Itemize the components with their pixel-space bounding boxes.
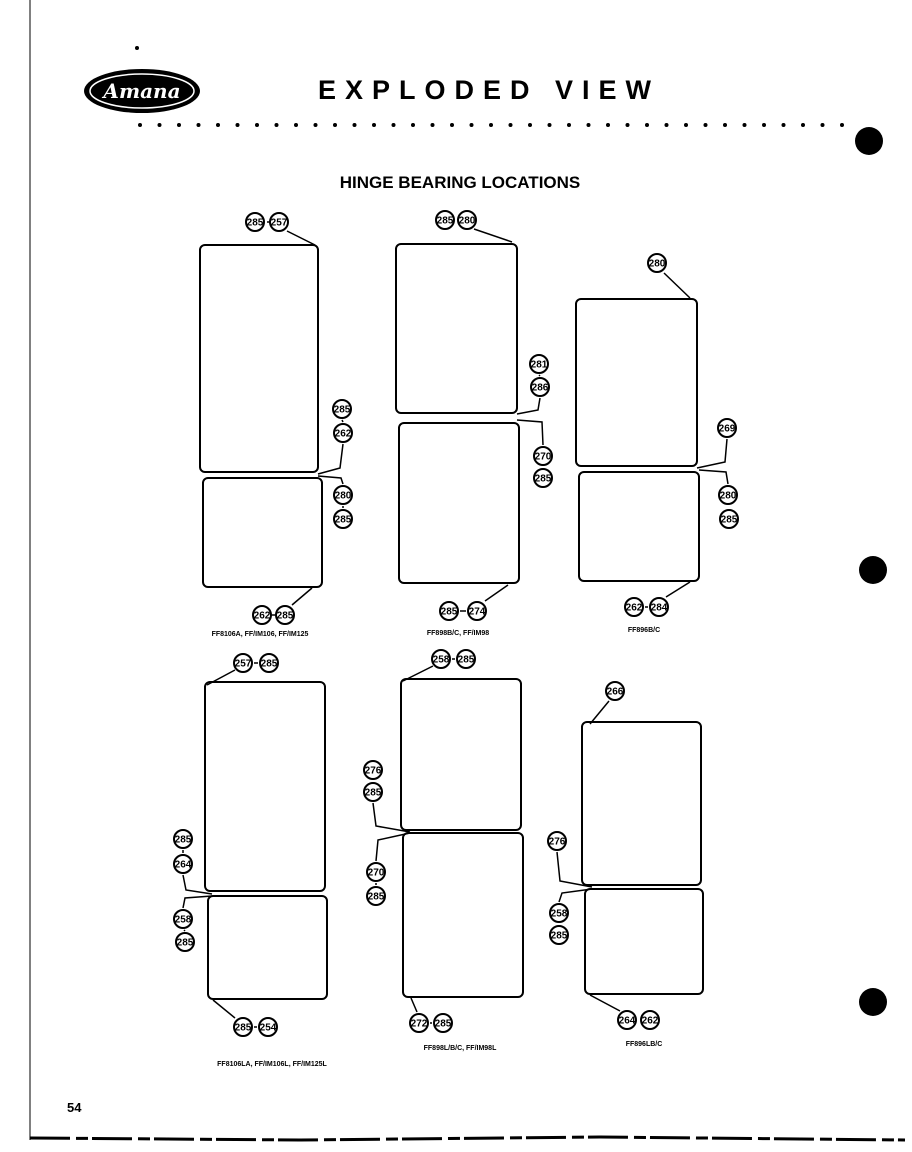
part-callout — [174, 855, 192, 873]
part-number: 285 — [246, 217, 264, 229]
part-number: 285 — [334, 514, 352, 526]
part-number: 285 — [333, 404, 351, 416]
leader-line — [342, 420, 343, 422]
rule-dot — [587, 123, 591, 127]
rule-dot — [821, 123, 825, 127]
part-callout — [253, 606, 271, 624]
punch-hole — [855, 127, 883, 155]
part-callout — [259, 1018, 277, 1036]
model-caption: FF898L/B/C, FF/IM98L — [423, 1045, 497, 1052]
part-number: 285 — [176, 937, 194, 949]
part-number: 285 — [174, 834, 192, 846]
part-number: 285 — [457, 654, 475, 666]
rule-dot — [801, 123, 805, 127]
part-number: 280 — [648, 258, 666, 270]
model-caption: FF896LB/C — [625, 1041, 663, 1048]
rule-dot — [138, 123, 142, 127]
part-callout — [718, 419, 736, 437]
part-callout — [648, 254, 666, 272]
rule-dot — [450, 123, 454, 127]
rule-dot — [665, 123, 669, 127]
part-callout — [367, 887, 385, 905]
part-number: 266 — [606, 686, 624, 698]
part-callout — [434, 1014, 452, 1032]
part-number: 274 — [468, 606, 486, 618]
part-callout — [174, 830, 192, 848]
part-callout — [458, 211, 476, 229]
part-callout — [234, 654, 252, 672]
part-number: 270 — [367, 867, 385, 879]
part-number: 258 — [550, 908, 568, 920]
part-callout — [276, 606, 294, 624]
part-callout — [440, 602, 458, 620]
model-caption: FF896B/C — [627, 627, 661, 634]
part-callout — [618, 1011, 636, 1029]
part-callout — [234, 1018, 252, 1036]
rule-dot — [158, 123, 162, 127]
part-number: 280 — [458, 215, 476, 227]
part-number: 285 — [276, 610, 294, 622]
part-number: 285 — [440, 606, 458, 618]
page-number: 54 — [67, 1100, 82, 1115]
part-callout — [534, 469, 552, 487]
punch-hole — [859, 988, 887, 1016]
part-callout — [641, 1011, 659, 1029]
part-callout — [534, 447, 552, 465]
part-number: 280 — [719, 490, 737, 502]
part-callout — [367, 863, 385, 881]
part-number: 254 — [259, 1022, 277, 1034]
part-number: 262 — [334, 428, 352, 440]
part-number: 284 — [650, 602, 668, 614]
leader-line — [539, 375, 540, 376]
part-callout — [436, 211, 454, 229]
part-callout — [606, 682, 624, 700]
part-number: 285 — [436, 215, 454, 227]
part-number: 257 — [234, 658, 252, 670]
rule-dot — [645, 123, 649, 127]
part-callout — [333, 400, 351, 418]
part-number: 285 — [550, 930, 568, 942]
rule-dot — [275, 123, 279, 127]
part-callout — [530, 355, 548, 373]
part-callout — [550, 926, 568, 944]
part-number: 272 — [410, 1018, 428, 1030]
section-title: HINGE BEARING LOCATIONS — [339, 173, 581, 192]
part-callout — [174, 910, 192, 928]
model-caption: FF8106A, FF/IM106, FF/IM125 — [211, 631, 309, 638]
part-number: 270 — [534, 451, 552, 463]
rule-dot — [548, 123, 552, 127]
leader-line — [184, 930, 185, 931]
part-callout — [719, 486, 737, 504]
part-number: 276 — [548, 836, 566, 848]
part-callout — [720, 510, 738, 528]
part-callout — [457, 650, 475, 668]
rule-dot — [704, 123, 708, 127]
part-callout — [246, 213, 264, 231]
rule-dot — [431, 123, 435, 127]
part-number: 285 — [720, 514, 738, 526]
part-callout — [650, 598, 668, 616]
rule-dot — [840, 123, 844, 127]
part-number: 258 — [432, 654, 450, 666]
part-number: 285 — [367, 891, 385, 903]
part-number: 281 — [530, 359, 548, 371]
rule-dot — [684, 123, 688, 127]
part-callout — [468, 602, 486, 620]
part-number: 285 — [364, 787, 382, 799]
part-number: 264 — [174, 859, 192, 871]
part-callout — [410, 1014, 428, 1032]
rule-dot — [528, 123, 532, 127]
part-number: 262 — [625, 602, 643, 614]
rule-dot — [606, 123, 610, 127]
part-number: 285 — [434, 1018, 452, 1030]
part-number: 285 — [260, 658, 278, 670]
part-callout — [334, 486, 352, 504]
part-number: 262 — [253, 610, 271, 622]
part-callout — [334, 424, 352, 442]
rule-dot — [509, 123, 513, 127]
rule-dot — [236, 123, 240, 127]
rule-dot — [411, 123, 415, 127]
part-callout — [334, 510, 352, 528]
rule-dot — [197, 123, 201, 127]
punch-hole — [859, 556, 887, 584]
part-number: 258 — [174, 914, 192, 926]
registration-dot — [135, 46, 139, 50]
rule-dot — [470, 123, 474, 127]
part-number: 257 — [270, 217, 288, 229]
part-callout — [364, 761, 382, 779]
rule-dot — [392, 123, 396, 127]
part-number: 269 — [718, 423, 736, 435]
rule-dot — [177, 123, 181, 127]
part-number: 285 — [534, 473, 552, 485]
rule-dot — [372, 123, 376, 127]
rule-dot — [333, 123, 337, 127]
part-number: 280 — [334, 490, 352, 502]
rule-dot — [567, 123, 571, 127]
rule-dot — [216, 123, 220, 127]
rule-dot — [782, 123, 786, 127]
part-callout — [625, 598, 643, 616]
rule-dot — [255, 123, 259, 127]
rule-dot — [762, 123, 766, 127]
part-callout — [548, 832, 566, 850]
model-caption: FF898B/C, FF/IM98 — [426, 630, 490, 637]
part-callout — [432, 650, 450, 668]
part-callout — [550, 904, 568, 922]
svg-text:Amana: Amana — [103, 79, 181, 103]
amana-logo — [84, 69, 200, 113]
model-caption: FF8106LA, FF/IM106L, FF/IM125L — [217, 1061, 327, 1068]
part-callout — [176, 933, 194, 951]
part-number: 286 — [531, 382, 549, 394]
part-number: 285 — [234, 1022, 252, 1034]
page-title: EXPLODED VIEW — [318, 75, 661, 105]
part-callout — [270, 213, 288, 231]
part-callout — [531, 378, 549, 396]
rule-dot — [353, 123, 357, 127]
rule-dot — [489, 123, 493, 127]
rule-dot — [294, 123, 298, 127]
part-callout — [260, 654, 278, 672]
part-number: 264 — [618, 1015, 636, 1027]
rule-dot — [723, 123, 727, 127]
rule-dot — [743, 123, 747, 127]
part-number: 276 — [364, 765, 382, 777]
rule-dot — [626, 123, 630, 127]
rule-dot — [314, 123, 318, 127]
part-callout — [364, 783, 382, 801]
part-number: 262 — [641, 1015, 659, 1027]
